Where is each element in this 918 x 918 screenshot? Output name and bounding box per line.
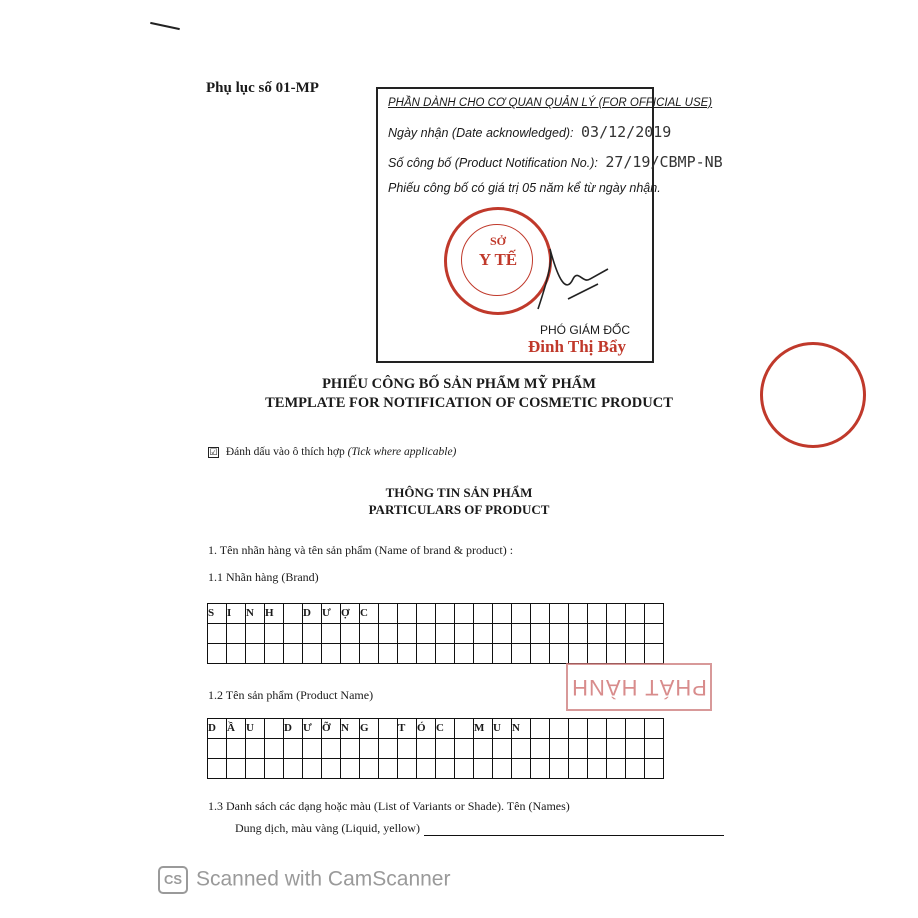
product-cell xyxy=(550,759,569,779)
signer-name: Đinh Thị Bẩy xyxy=(528,337,626,356)
product-cell: Ỡ xyxy=(322,719,341,739)
product-cell: Ó xyxy=(417,719,436,739)
brand-cell xyxy=(265,644,284,664)
product-cell xyxy=(607,719,626,739)
product-cell xyxy=(284,739,303,759)
brand-cell xyxy=(493,604,512,624)
brand-cell xyxy=(303,644,322,664)
brand-cell xyxy=(265,624,284,644)
brand-grid xyxy=(207,603,664,664)
brand-cell xyxy=(626,644,645,664)
brand-cell xyxy=(208,644,227,664)
tick-vi: Đánh dấu vào ô thích hợp xyxy=(225,446,345,458)
brand-cell xyxy=(550,604,569,624)
product-cell xyxy=(246,739,265,759)
brand-cell xyxy=(360,644,379,664)
product-cell: Ư xyxy=(303,719,322,739)
section-title-vi: THÔNG TIN SẢN PHẨM xyxy=(385,485,533,500)
signature-image xyxy=(528,239,618,319)
brand-cell xyxy=(284,644,303,664)
brand-cell: N xyxy=(246,604,265,624)
section-title-en: PARTICULARS OF PRODUCT xyxy=(368,502,550,517)
product-cell xyxy=(569,739,588,759)
brand-cell xyxy=(474,624,493,644)
brand-cell xyxy=(569,624,588,644)
product-cell xyxy=(474,759,493,779)
product-cell xyxy=(607,739,626,759)
brand-cell xyxy=(645,644,664,664)
product-row-1 xyxy=(208,719,664,739)
product-cell xyxy=(265,719,284,739)
product-cell: G xyxy=(360,719,379,739)
product-cell xyxy=(493,739,512,759)
product-cell: N xyxy=(512,719,531,739)
brand-cell xyxy=(455,644,474,664)
product-cell xyxy=(588,719,607,739)
product-cell xyxy=(493,759,512,779)
product-cell xyxy=(626,759,645,779)
brand-cell: D xyxy=(303,604,322,624)
product-cell xyxy=(227,739,246,759)
brand-cell xyxy=(550,644,569,664)
title-vi: PHIẾU CÔNG BỐ SẢN PHẨM MỸ PHẨM xyxy=(322,376,596,392)
brand-cell xyxy=(208,624,227,644)
product-cell xyxy=(550,719,569,739)
product-cell xyxy=(417,759,436,779)
brand-cell xyxy=(436,604,455,624)
product-cell xyxy=(569,759,588,779)
item-1-2: 1.2 Tên sản phẩm (Product Name) xyxy=(208,688,374,702)
product-cell: T xyxy=(398,719,417,739)
product-cell xyxy=(512,759,531,779)
brand-cell xyxy=(455,604,474,624)
product-cell: M xyxy=(474,719,493,739)
product-cell xyxy=(626,719,645,739)
product-cell xyxy=(645,739,664,759)
title-en: TEMPLATE FOR NOTIFICATION OF COSMETIC PRODUCT xyxy=(265,395,673,411)
tick-instruction xyxy=(208,446,456,458)
brand-row-3 xyxy=(208,644,664,664)
product-cell xyxy=(531,759,550,779)
brand-cell: I xyxy=(227,604,246,624)
issued-stamp: PHÁT HÀNH xyxy=(566,663,712,711)
brand-cell xyxy=(436,624,455,644)
appendix-label: Phụ lục số 01-MP xyxy=(206,80,319,96)
product-row-3 xyxy=(208,759,664,779)
brand-cell xyxy=(493,644,512,664)
brand-cell xyxy=(512,604,531,624)
notification-value: 27/19/CBMP-NB xyxy=(605,153,723,171)
variant-line xyxy=(235,821,724,836)
product-cell xyxy=(379,719,398,739)
product-cell xyxy=(588,739,607,759)
brand-cell xyxy=(588,644,607,664)
item-1-1: 1.1 Nhãn hàng (Brand) xyxy=(208,570,319,584)
product-cell xyxy=(455,739,474,759)
brand-cell xyxy=(227,624,246,644)
brand-cell xyxy=(626,604,645,624)
brand-cell xyxy=(227,644,246,664)
brand-cell xyxy=(417,604,436,624)
product-row-2 xyxy=(208,739,664,759)
brand-cell xyxy=(474,604,493,624)
signer-role: PHÓ GIÁM ĐỐC xyxy=(540,323,631,337)
product-cell xyxy=(265,739,284,759)
product-cell xyxy=(398,759,417,779)
brand-cell xyxy=(550,624,569,644)
brand-cell xyxy=(398,624,417,644)
product-cell xyxy=(379,739,398,759)
product-cell xyxy=(341,739,360,759)
brand-cell xyxy=(645,604,664,624)
tick-en: (Tick where applicable) xyxy=(347,446,457,458)
product-cell xyxy=(284,759,303,779)
product-cell xyxy=(550,739,569,759)
brand-cell xyxy=(322,644,341,664)
product-cell xyxy=(436,739,455,759)
brand-cell: S xyxy=(208,604,227,624)
date-acknowledged-row xyxy=(388,123,671,141)
brand-cell xyxy=(607,624,626,644)
product-cell xyxy=(360,759,379,779)
product-cell: D xyxy=(208,719,227,739)
brand-cell xyxy=(512,644,531,664)
brand-cell xyxy=(341,644,360,664)
date-value: 03/12/2019 xyxy=(581,123,672,141)
brand-cell xyxy=(493,624,512,644)
brand-cell xyxy=(569,644,588,664)
product-cell xyxy=(208,759,227,779)
brand-cell xyxy=(322,624,341,644)
notification-number-row xyxy=(388,153,723,171)
product-cell xyxy=(246,759,265,779)
brand-row-1 xyxy=(208,604,664,624)
item-1: 1. Tên nhãn hàng và tên sản phẩm (Name of brand & product) : xyxy=(208,543,514,557)
brand-cell xyxy=(588,624,607,644)
product-cell xyxy=(512,739,531,759)
product-cell xyxy=(626,739,645,759)
product-cell: Ầ xyxy=(227,719,246,739)
brand-cell: H xyxy=(265,604,284,624)
brand-cell xyxy=(474,644,493,664)
product-cell: N xyxy=(341,719,360,739)
brand-cell xyxy=(512,624,531,644)
brand-cell xyxy=(284,624,303,644)
product-cell xyxy=(265,759,284,779)
brand-cell xyxy=(607,644,626,664)
product-cell xyxy=(227,759,246,779)
product-cell xyxy=(569,719,588,739)
product-cell xyxy=(322,759,341,779)
product-cell: U xyxy=(246,719,265,739)
brand-cell xyxy=(645,624,664,644)
notification-label: Số công bố (Product Notification No.): xyxy=(388,156,598,170)
product-cell xyxy=(455,719,474,739)
product-cell: D xyxy=(284,719,303,739)
product-cell xyxy=(607,759,626,779)
brand-cell xyxy=(531,644,550,664)
brand-cell xyxy=(531,624,550,644)
product-cell xyxy=(360,739,379,759)
brand-cell xyxy=(379,624,398,644)
date-label: Ngày nhận (Date acknowledged): xyxy=(388,126,574,140)
scan-mark xyxy=(150,14,180,32)
brand-cell xyxy=(588,604,607,624)
product-cell xyxy=(379,759,398,779)
brand-cell xyxy=(341,624,360,644)
brand-cell xyxy=(626,624,645,644)
product-cell xyxy=(531,739,550,759)
brand-cell xyxy=(569,604,588,624)
product-cell xyxy=(341,759,360,779)
brand-cell xyxy=(379,644,398,664)
camscanner-watermark xyxy=(158,866,450,894)
product-cell xyxy=(645,759,664,779)
checkbox-icon: ☑ xyxy=(209,446,218,457)
validity-text: Phiếu công bố có giá trị 05 năm kể từ ngày nhận. xyxy=(388,181,661,195)
brand-cell xyxy=(436,644,455,664)
brand-cell xyxy=(246,644,265,664)
seal-dept: Y TẾ xyxy=(478,250,518,269)
product-cell xyxy=(474,739,493,759)
product-cell xyxy=(436,759,455,779)
variant-blank-line xyxy=(424,835,724,836)
brand-cell xyxy=(455,624,474,644)
seal-org: SỞ xyxy=(489,234,506,248)
product-name-grid xyxy=(207,718,664,779)
product-cell: C xyxy=(436,719,455,739)
product-cell xyxy=(303,759,322,779)
product-cell xyxy=(208,739,227,759)
brand-cell xyxy=(246,624,265,644)
product-cell xyxy=(398,739,417,759)
brand-cell xyxy=(303,624,322,644)
watermark-text: Scanned with CamScanner xyxy=(196,867,451,891)
brand-cell xyxy=(531,604,550,624)
product-cell xyxy=(455,759,474,779)
brand-cell: C xyxy=(360,604,379,624)
brand-cell: Ư xyxy=(322,604,341,624)
product-cell xyxy=(645,719,664,739)
official-box-title: PHẦN DÀNH CHO CƠ QUAN QUẢN LÝ (FOR OFFICIAL USE) xyxy=(388,97,713,109)
brand-cell: Ợ xyxy=(341,604,360,624)
product-cell: U xyxy=(493,719,512,739)
product-cell xyxy=(531,719,550,739)
brand-row-2 xyxy=(208,624,664,644)
brand-cell xyxy=(398,644,417,664)
camscanner-icon: CS xyxy=(158,866,188,894)
brand-cell xyxy=(607,604,626,624)
brand-cell xyxy=(417,644,436,664)
brand-cell xyxy=(379,604,398,624)
brand-cell xyxy=(360,624,379,644)
official-use-box xyxy=(376,87,723,363)
brand-cell xyxy=(398,604,417,624)
item-1-3: 1.3 Danh sách các dạng hoặc màu (List of Variants or Shade). Tên (Names) xyxy=(208,799,570,813)
product-cell xyxy=(303,739,322,759)
product-cell xyxy=(417,739,436,759)
product-cell xyxy=(322,739,341,759)
variant-value: Dung dịch, màu vàng (Liquid, yellow) xyxy=(235,821,420,835)
brand-cell xyxy=(417,624,436,644)
brand-cell xyxy=(284,604,303,624)
product-cell xyxy=(588,759,607,779)
